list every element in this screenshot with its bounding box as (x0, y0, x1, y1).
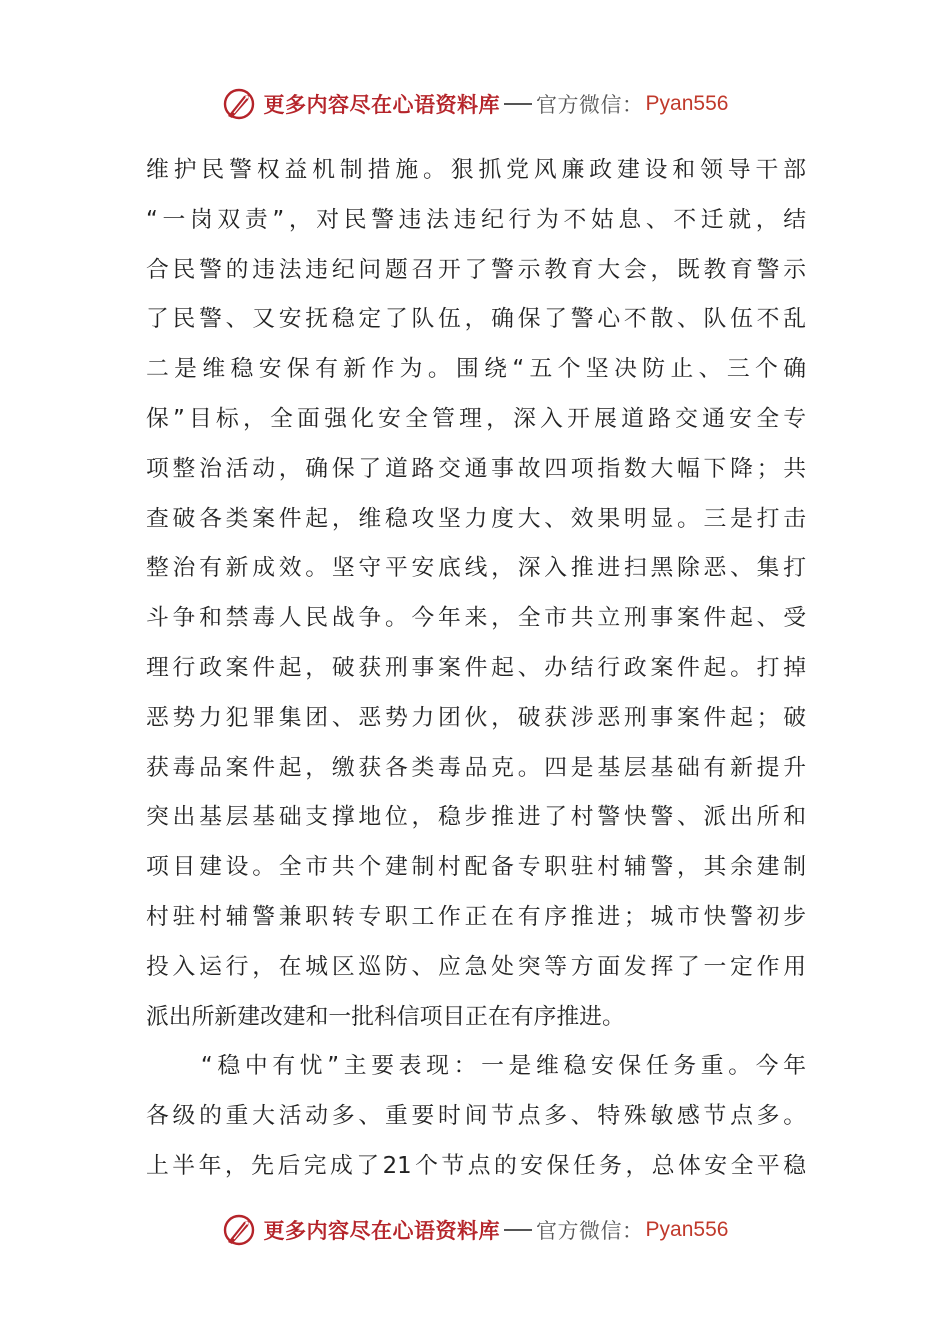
body-line: 斗争和禁毒人民战争。今年来，全市共立刑事案件起、受 (146, 605, 806, 632)
body-line: 二是维稳安保有新作为。围绕“五个坚决防止、三个确 (146, 356, 806, 383)
body-line: 各级的重大活动多、重要时间节点多、特殊敏感节点多。 (146, 1103, 806, 1130)
banner-dash (504, 1229, 532, 1231)
body-line: 了民警、又安抚稳定了队伍，确保了警心不散、队伍不乱 (146, 306, 806, 333)
body-line: 维护民警权益机制措施。狠抓党风廉政建设和领导干部 (146, 157, 806, 183)
document-body (146, 146, 806, 1192)
body-line: 理行政案件起，破获刑事案件起、办结行政案件起。打掉 (146, 654, 806, 681)
banner-wechat-account: Pyan556 (645, 92, 729, 115)
banner-wechat-label: 官方微信： (536, 93, 644, 117)
pen-nib-logo-icon (222, 1212, 258, 1248)
header-banner (0, 84, 950, 124)
body-line: 整治有新成效。坚守平安底线，深入推进扫黑除恶、集打 (146, 555, 806, 582)
body-line: 查破各类案件起，维稳攻坚力度大、效果明显。三是打击 (146, 505, 806, 532)
body-line: 恶势力犯罪集团、恶势力团伙，破获涉恶刑事案件起；破 (146, 704, 806, 731)
banner-site-name: 更多内容尽在心语资料库 (263, 1218, 501, 1243)
banner-wechat-account: Pyan556 (645, 1218, 729, 1241)
body-line: “一岗双责”，对民警违法违纪行为不姑息、不迁就，结 (146, 206, 806, 233)
body-line: 项整治活动，确保了道路交通事故四项指数大幅下降；共 (146, 455, 806, 482)
body-line: 突出基层基础支撑地位，稳步推进了村警快警、派出所和 (146, 804, 806, 831)
body-line: 上半年，先后完成了21个节点的安保任务，总体安全平稳 (146, 1152, 806, 1179)
body-line: 合民警的违法违纪问题召开了警示教育大会，既教育警示 (146, 256, 806, 283)
body-line: 项目建设。全市共个建制村配备专职驻村辅警，其余建制 (146, 854, 806, 881)
footer-banner (0, 1210, 950, 1250)
banner-site-name: 更多内容尽在心语资料库 (263, 92, 501, 117)
banner-dash (504, 103, 532, 105)
body-line: 获毒品案件起，缴获各类毒品克。四是基层基础有新提升 (146, 754, 806, 781)
body-line: 村驻村辅警兼职转专职工作正在有序推进；城市快警初步 (146, 903, 806, 930)
body-line: “稳中有忧”主要表现：一是维稳安保任务重。今年 (146, 1053, 806, 1080)
body-line: 投入运行，在城区巡防、应急处突等方面发挥了一定作用 (146, 953, 806, 980)
body-line: 保”目标，全面强化安全管理，深入开展道路交通安全专 (146, 405, 806, 432)
pen-nib-logo-icon (222, 86, 258, 122)
body-line: 派出所新建改建和一批科信项目正在有序推进。 (146, 1003, 625, 1030)
banner-wechat-label: 官方微信： (536, 1219, 644, 1243)
